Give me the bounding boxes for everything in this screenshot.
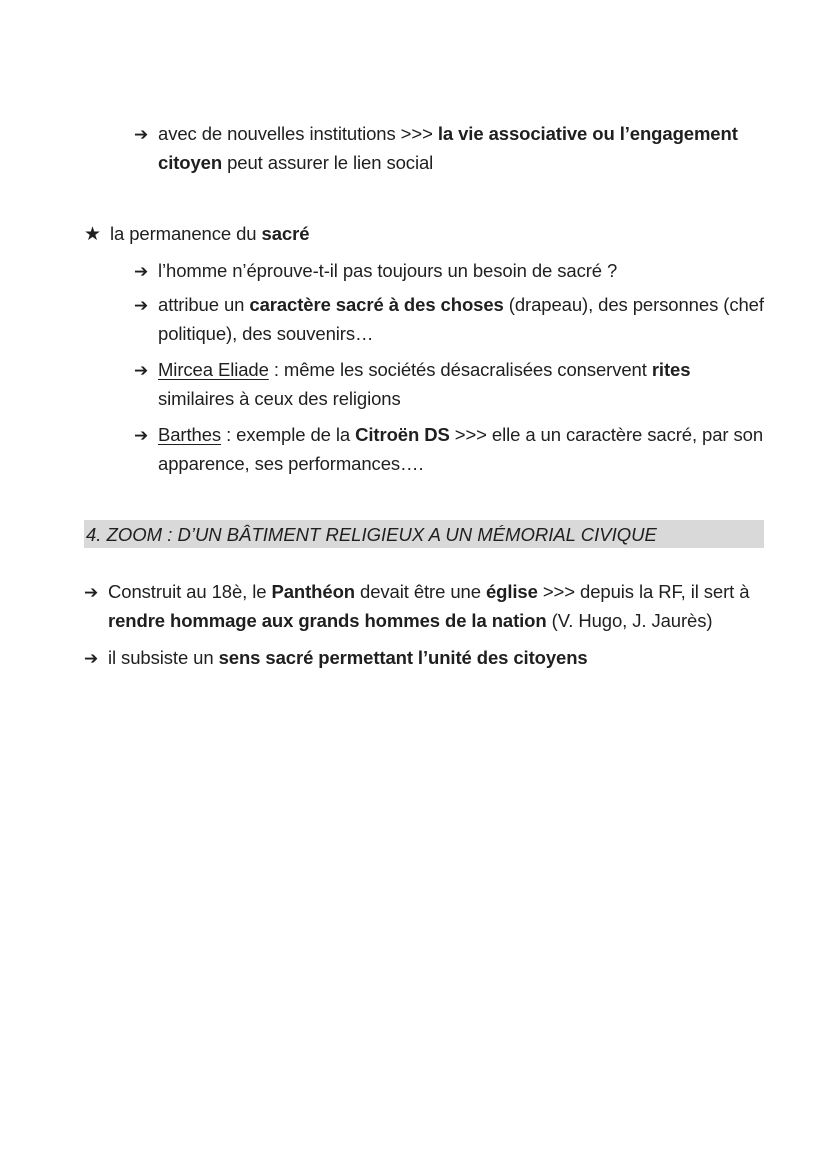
bullet-continuation [158, 148, 433, 177]
star-bullet-line [84, 219, 309, 249]
text-run: il subsiste un [108, 647, 219, 668]
text-run: peut assurer le lien social [222, 152, 434, 173]
bold-text: caractère sacré à des choses [249, 294, 504, 315]
text-run: (drapeau), des personnes (chef [503, 294, 764, 315]
bullet-line [134, 256, 617, 287]
bullet-line [84, 577, 749, 608]
bullet-line [134, 119, 738, 150]
bullet-continuation [108, 606, 712, 635]
bullet-continuation [158, 449, 424, 478]
arrow-icon: ➔ [134, 426, 149, 446]
text-run: : exemple de la [221, 424, 356, 445]
underlined-name: Barthes [158, 424, 222, 445]
bullet-line [84, 643, 588, 674]
bold-text: la vie associative ou l’engagement [437, 123, 738, 144]
bold-text: Panthéon [271, 581, 355, 602]
text-run: apparence, ses performances…. [158, 453, 424, 474]
bullet-line [134, 290, 764, 321]
bold-text: Citroën DS [355, 424, 450, 445]
bullet-line [134, 355, 690, 386]
text-run: similaires à ceux des religions [158, 388, 401, 409]
text-run: attribue un [158, 294, 250, 315]
bullet-continuation [158, 319, 373, 348]
text-run: politique), des souvenirs… [158, 323, 374, 344]
bold-text: sacré [261, 223, 310, 244]
text-run: la permanence du [110, 223, 262, 244]
arrow-icon: ➔ [134, 361, 149, 381]
text-run: >>> elle a un caractère sacré, par son [449, 424, 764, 445]
text-run: >>> depuis la RF, il sert à [537, 581, 750, 602]
text-run: (V. Hugo, J. Jaurès) [546, 610, 713, 631]
arrow-icon: ➔ [84, 583, 99, 603]
star-icon: ★ [84, 223, 101, 245]
text-run: devait être une [354, 581, 486, 602]
bold-text: citoyen [158, 152, 223, 173]
arrow-icon: ➔ [134, 125, 149, 145]
section-title: 4. ZOOM : D’UN BÂTIMENT RELIGIEUX A UN MÉMORIAL CIVIQUE [86, 524, 657, 545]
bold-text: sens sacré permettant l’unité des citoyens [218, 647, 588, 668]
text-run: l’homme n’éprouve-t-il pas toujours un besoin de sacré ? [158, 260, 618, 281]
arrow-icon: ➔ [84, 649, 99, 669]
bold-text: église [485, 581, 538, 602]
arrow-icon: ➔ [134, 296, 149, 316]
bold-text: rites [651, 359, 691, 380]
underlined-name: Mircea Eliade [158, 359, 269, 380]
arrow-icon: ➔ [134, 262, 149, 282]
text-run: avec de nouvelles institutions >>> [158, 123, 438, 144]
text-run: : même les sociétés désacralisées conservent [268, 359, 652, 380]
text-run: Construit au 18è, le [108, 581, 272, 602]
bold-text: rendre hommage aux grands hommes de la nation [108, 610, 547, 631]
bullet-continuation [158, 384, 401, 413]
bullet-line [134, 420, 763, 451]
